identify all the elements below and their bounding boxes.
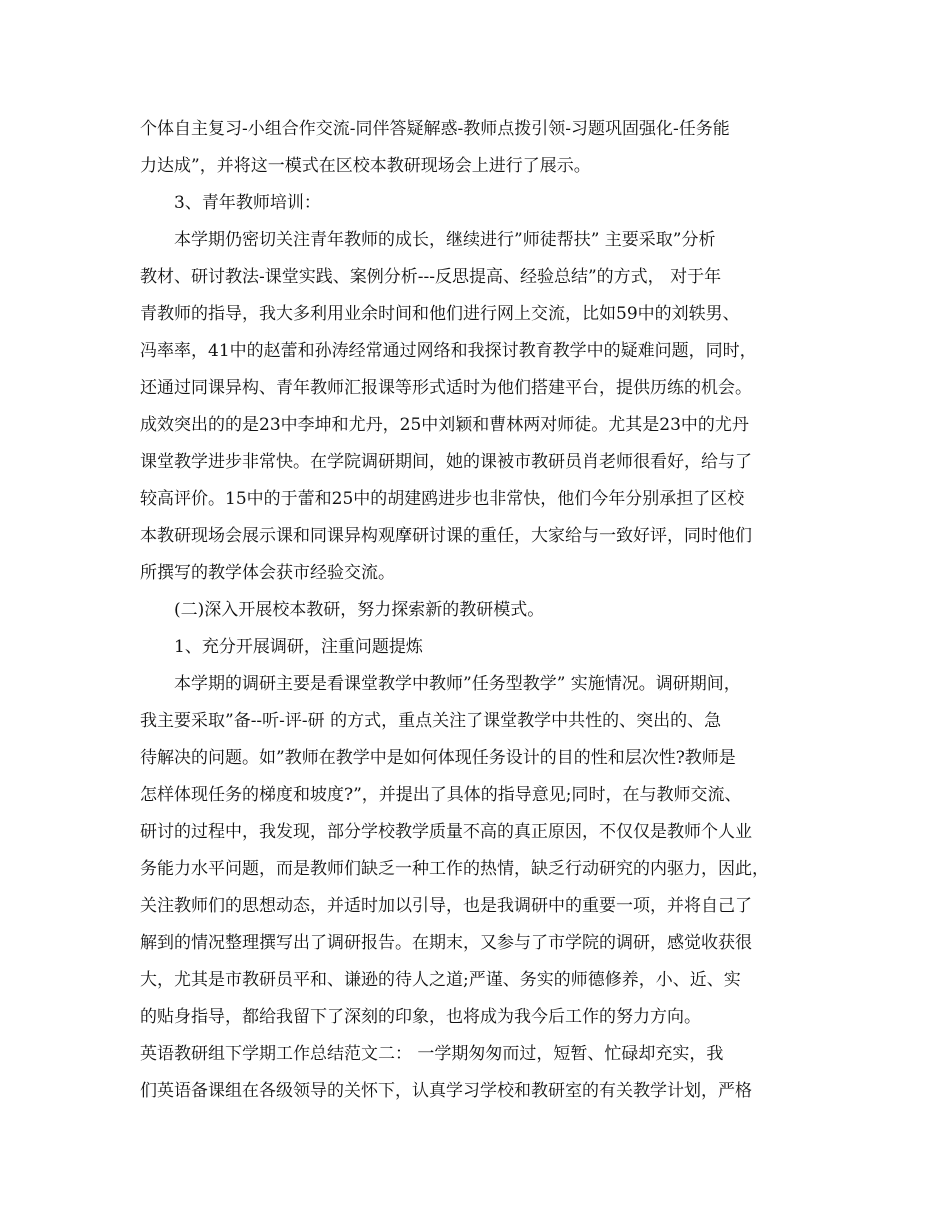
text-line: 本学期仍密切关注青年教师的成长，继续进行”师徒帮扶” 主要采取”分析 [174,230,716,250]
text-line: 还通过同课异构、青年教师汇报课等形式适时为他们搭建平台，提供历练的机会。 [140,378,752,398]
text-line: 成效突出的的是23中李坤和尤丹，25中刘颖和曹林两对师徒。尤其是23中的尤丹 [140,415,749,435]
section-heading: 3、青年教师培训： [174,193,321,213]
text-line: 本学期的调研主要是看课堂教学中教师”任务型教学” 实施情况。调研期间， [174,674,741,694]
text-line: 解到的情况整理撰写出了调研报告。在期末，又参与了市学院的调研，感觉收获很 [140,933,752,953]
text-line: 怎样体现任务的梯度和坡度?”，并提出了具体的指导意见;同时，在与教师交流、 [140,785,742,805]
text-line: 英语教研组下学期工作总结范文二： 一学期匆匆而过，短暂、忙碌却充实，我 [140,1044,724,1064]
text-line: 务能力水平问题，而是教师们缺乏一种工作的热情，缺乏行动研究的内驱力，因此， [140,859,769,879]
text-line: 我主要采取”备--听-评-研 的方式，重点关注了课堂教学中共性的、突出的、急 [140,711,722,731]
text-line: 们英语备课组在各级领导的关怀下，认真学习学校和教研室的有关教学计划，严格 [140,1081,752,1101]
text-line: 力达成”，并将这一模式在区校本教研现场会上进行了展示。 [140,156,591,176]
text-line: 青教师的指导，我大多利用业余时间和他们进行网上交流，比如59中的刘轶男、 [140,304,740,324]
text-line: 本教研现场会展示课和同课异构观摩研讨课的重任，大家给与一致好评，同时他们 [140,526,752,546]
text-line: 的贴身指导，都给我留下了深刻的印象，也将成为我今后工作的努力方向。 [140,1007,701,1027]
text-line: 关注教师们的思想动态，并适时加以引导，也是我调研中的重要一项，并将自己了 [140,896,752,916]
text-line: 课堂教学进步非常快。在学院调研期间，她的课被市教研员肖老师很看好，给与了 [140,452,752,472]
text-line: 研讨的过程中，我发现，部分学校教学质量不高的真正原因，不仅仅是教师个人业 [140,822,752,842]
text-line: 教材、研讨教法-课堂实践、案例分析---反思提高、经验总结”的方式， 对于年 [140,267,722,287]
section-heading: 1、充分开展调研，注重问题提炼 [174,637,423,657]
text-line: 个体自主复习-小组合作交流-同伴答疑解惑-教师点拨引领-习题巩固强化-任务能 [140,119,730,139]
text-line: 较高评价。15中的于蕾和25中的胡建鸥进步也非常快，他们今年分别承担了区校 [140,489,745,509]
text-line: 大，尤其是市教研员平和、谦逊的待人之道;严谨、务实的师德修养，小、近、实 [140,970,741,990]
text-line: 所撰写的教学体会获市经验交流。 [140,563,395,583]
text-line: 待解决的问题。如”教师在教学中是如何体现任务设计的目的性和层次性?教师是 [140,748,736,768]
section-heading: (二)深入开展校本教研，努力探索新的教研模式。 [174,600,545,620]
text-line: 冯率率，41中的赵蕾和孙涛经常通过网络和我探讨教育教学中的疑难问题，同时， [140,341,757,361]
